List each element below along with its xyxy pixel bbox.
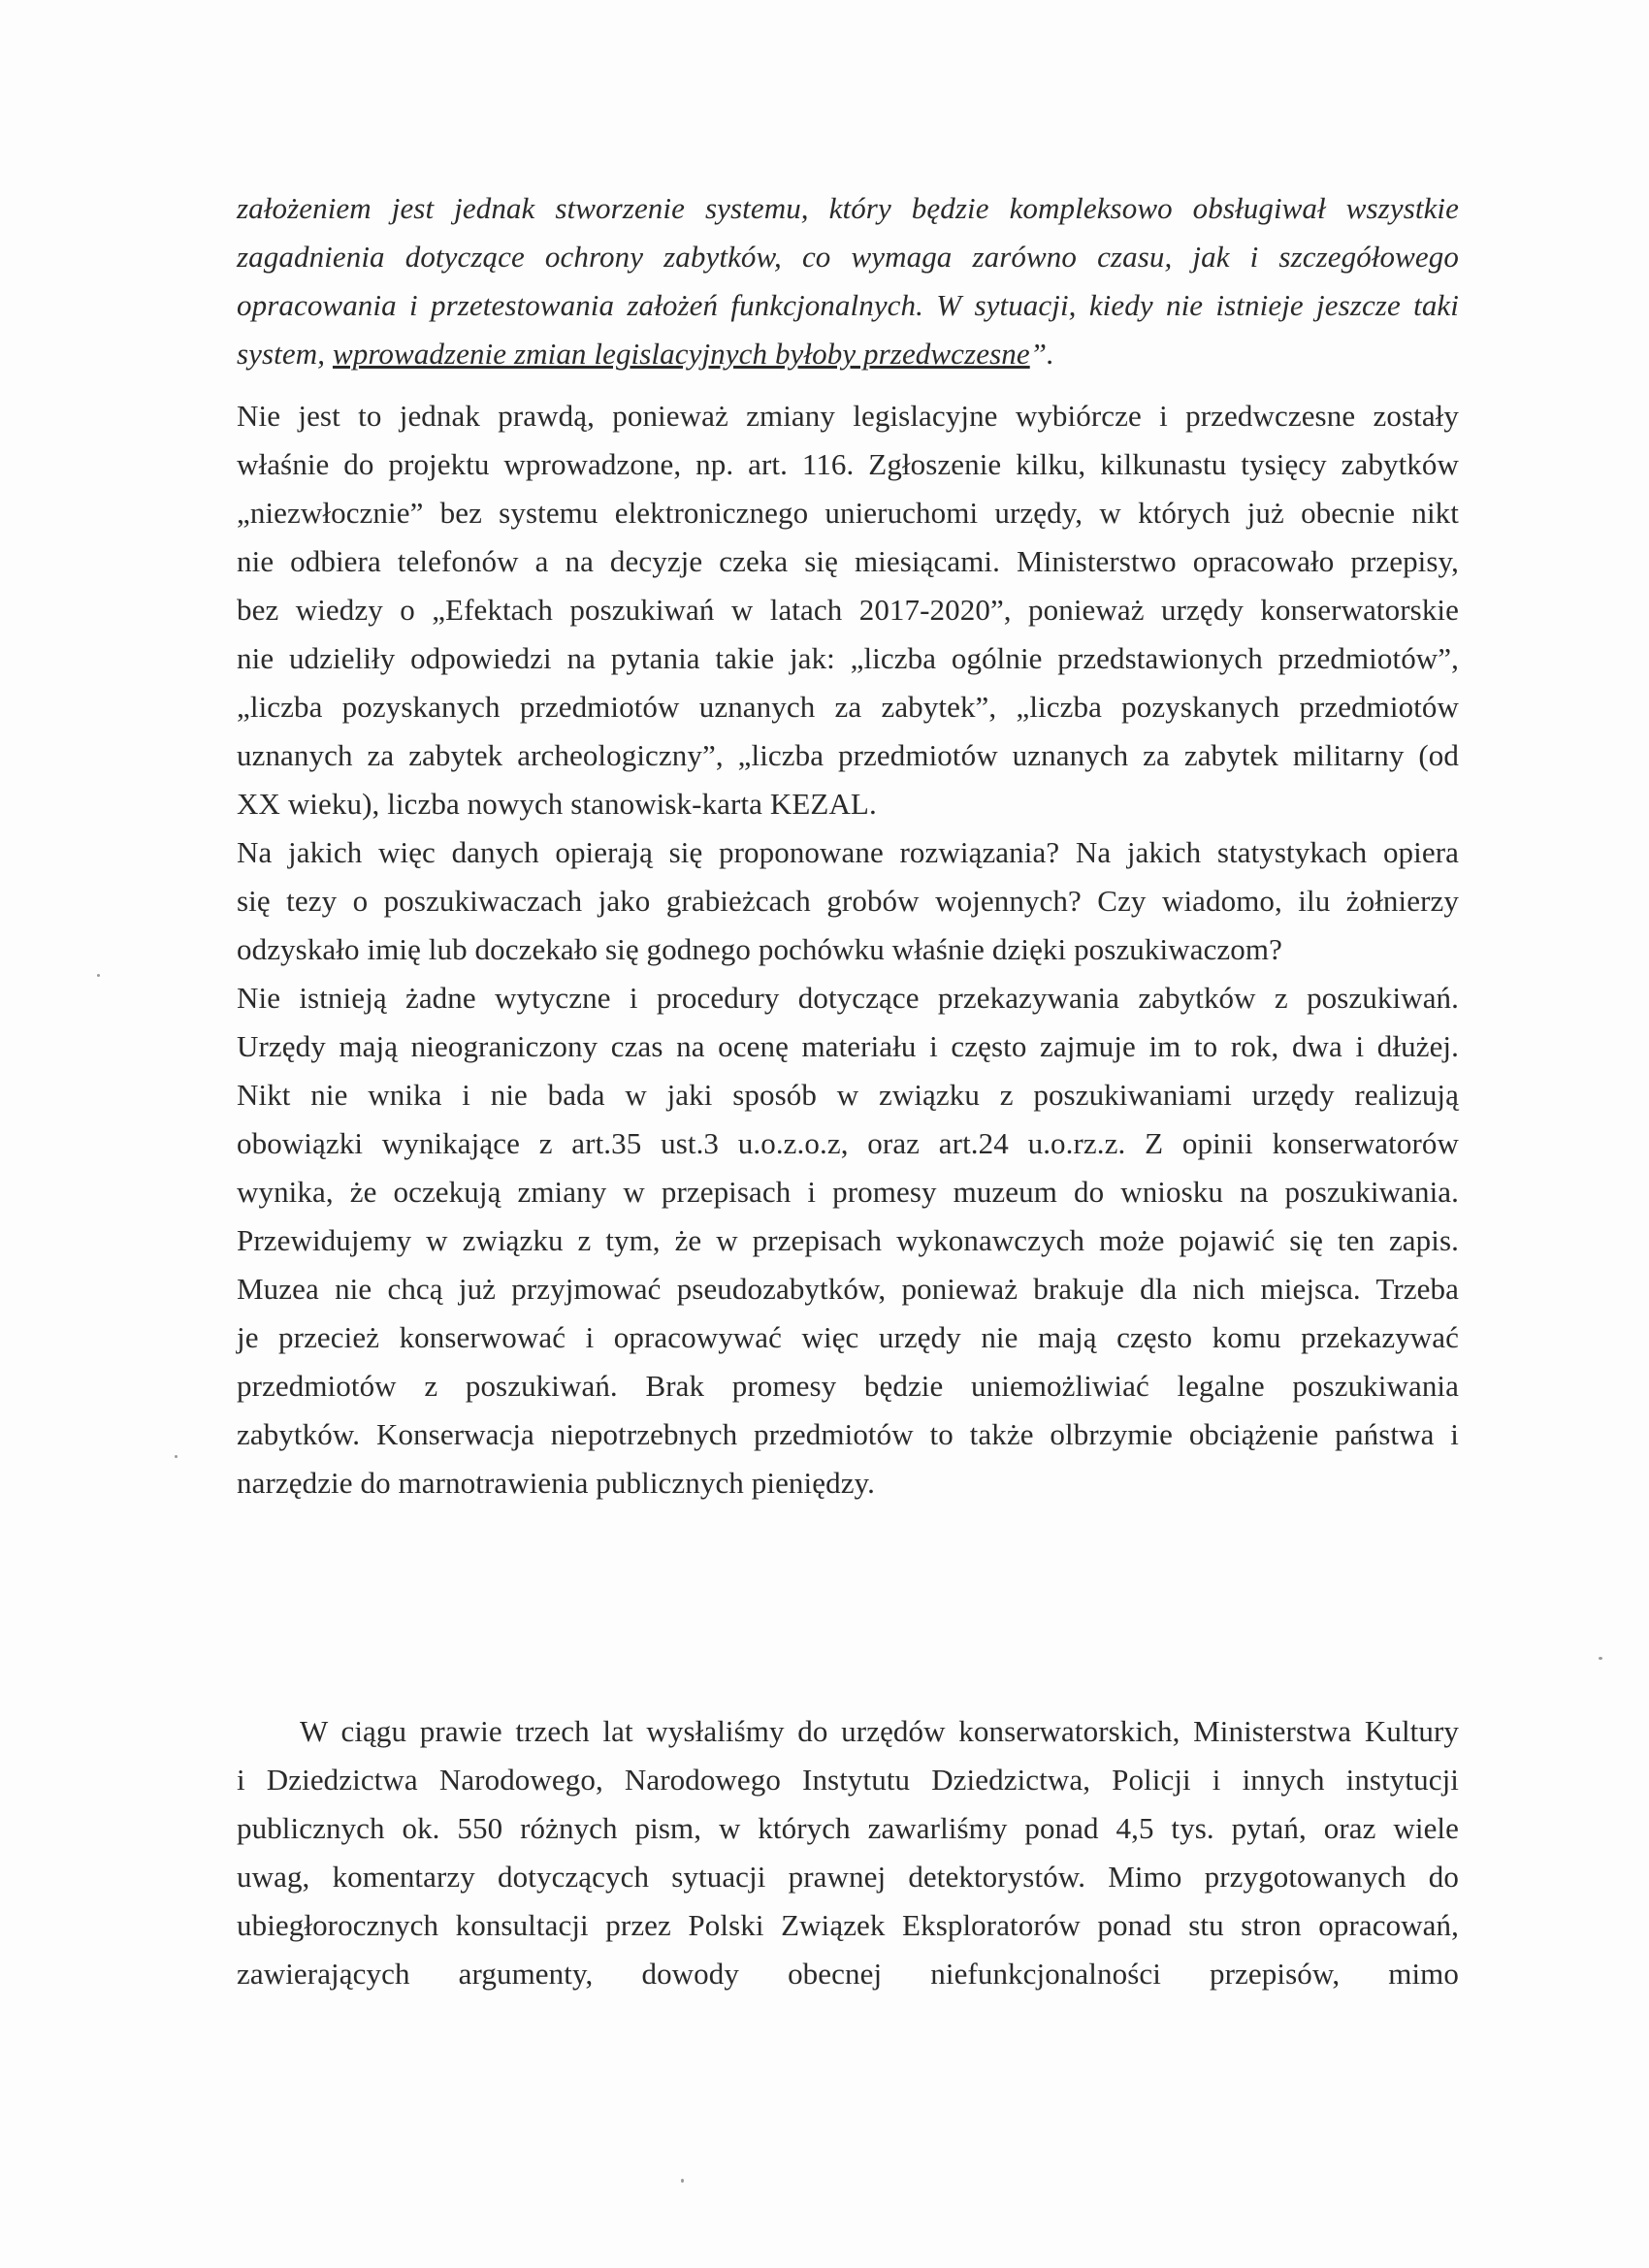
body-line: obowiązki wynikające z art.35 ust.3 u.o.z.o.z, oraz art.24 u.o.rz.z. Z opinii konserwatorów — [237, 1126, 1459, 1160]
body-line: narzędzie do marnotrawienia publicznych pieniędzy. — [237, 1466, 875, 1500]
body-line: Nie istnieją żadne wytyczne i procedury dotyczące przekazywania zabytków z poszukiwań. — [237, 981, 1459, 1015]
para2-line: ubiegłorocznych konsultacji przez Polski Związek Eksploratorów ponad stu stron opracowań, — [237, 1908, 1459, 1942]
para2-line: i Dziedzictwa Narodowego, Narodowego Instytutu Dziedzictwa, Policji i innych instytucji — [237, 1763, 1459, 1797]
body-line: je przecież konserwować i opracowywać więc urzędy nie mają często komu przekazywać — [237, 1320, 1459, 1354]
body-paragraph — [237, 392, 1459, 1507]
scan-speck — [97, 974, 100, 977]
body-line: bez wiedzy o „Efektach poszukiwań w latach 2017-2020”, ponieważ urzędy konserwatorskie — [237, 593, 1459, 627]
scan-speck — [175, 1455, 178, 1458]
quote-last-line-end: ”. — [1029, 337, 1054, 371]
body-line: właśnie do projektu wprowadzone, np. art. 116. Zgłoszenie kilku, kilkunastu tysięcy zabytków — [237, 447, 1459, 481]
quote-line: zagadnienia dotyczące ochrony zabytków, co wymaga zarówno czasu, jak i szczegółowego — [237, 240, 1459, 274]
body-line: XX wieku), liczba nowych stanowisk-karta KEZAL. — [237, 787, 877, 821]
para2-line: publicznych ok. 550 różnych pism, w których zawarliśmy ponad 4,5 tys. pytań, oraz wiele — [237, 1811, 1459, 1845]
body-line: odzyskało imię lub doczekało się godnego pochówku właśnie dzięki poszukiwaczom? — [237, 932, 1282, 966]
quote-last-line — [237, 330, 1459, 378]
body-line: „niezwłocznie” bez systemu elektronicznego unieruchomi urzędy, w których już obecnie nikt — [237, 496, 1459, 530]
para2-line: W ciągu prawie trzech lat wysłaliśmy do urzędów konserwatorskich, Ministerstwa Kultury — [300, 1714, 1459, 1748]
quote-block — [237, 184, 1459, 378]
quote-line: założeniem jest jednak stworzenie systemu, który będzie kompleksowo obsługiwał wszystkie — [237, 191, 1459, 225]
body-line: Nikt nie wnika i nie bada w jaki sposób w związku z poszukiwaniami urzędy realizują — [237, 1078, 1459, 1112]
scan-speck — [1599, 1657, 1602, 1660]
para2-line: zawierających argumenty, dowody obecnej niefunkcjonalności przepisów, mimo — [237, 1957, 1459, 1991]
body-line: się tezy o poszukiwaczach jako grabieżcach grobów wojennych? Czy wiadomo, ilu żołnierzy — [237, 884, 1459, 918]
second-paragraph — [237, 1707, 1459, 1998]
body-line: uznanych za zabytek archeologiczny”, „liczba przedmiotów uznanych za zabytek militarny (od — [237, 738, 1459, 772]
para2-line: uwag, komentarzy dotyczących sytuacji prawnej detektorystów. Mimo przygotowanych do — [237, 1860, 1459, 1894]
body-line: „liczba pozyskanych przedmiotów uznanych za zabytek”, „liczba pozyskanych przedmiotów — [237, 690, 1459, 724]
body-line: Urzędy mają nieograniczony czas na ocenę materiału i często zajmuje im to rok, dwa i dłużej. — [237, 1029, 1459, 1063]
body-line: Nie jest to jednak prawdą, ponieważ zmiany legislacyjne wybiórcze i przedwczesne zostały — [237, 399, 1459, 433]
body-line: nie udzieliły odpowiedzi na pytania takie jak: „liczba ogólnie przedstawionych przedmiotów”, — [237, 641, 1459, 675]
quote-last-line-start: system, — [237, 337, 333, 371]
body-line: Muzea nie chcą już przyjmować pseudozabytków, ponieważ brakuje dla nich miejsca. Trzeba — [237, 1272, 1459, 1306]
body-line: nie odbiera telefonów a na decyzje czeka się miesiącami. Ministerstwo opracowało przepisy, — [237, 544, 1459, 578]
scan-speck — [681, 2179, 684, 2183]
quote-underlined-text: wprowadzenie zmian legislacyjnych byłoby przedwczesne — [332, 337, 1030, 371]
body-line: Przewidujemy w związku z tym, że w przepisach wykonawczych może pojawić się ten zapis. — [237, 1223, 1459, 1257]
body-line: wynika, że oczekują zmiany w przepisach i promesy muzeum do wniosku na poszukiwania. — [237, 1175, 1459, 1209]
quote-line: opracowania i przetestowania założeń funkcjonalnych. W sytuacji, kiedy nie istnieje jeszcze taki — [237, 288, 1459, 322]
body-line: Na jakich więc danych opierają się proponowane rozwiązania? Na jakich statystykach opiera — [237, 835, 1459, 869]
body-line: przedmiotów z poszukiwań. Brak promesy będzie uniemożliwiać legalne poszukiwania — [237, 1369, 1459, 1403]
body-line: zabytków. Konserwacja niepotrzebnych przedmiotów to także olbrzymie obciążenie państwa i — [237, 1417, 1459, 1451]
